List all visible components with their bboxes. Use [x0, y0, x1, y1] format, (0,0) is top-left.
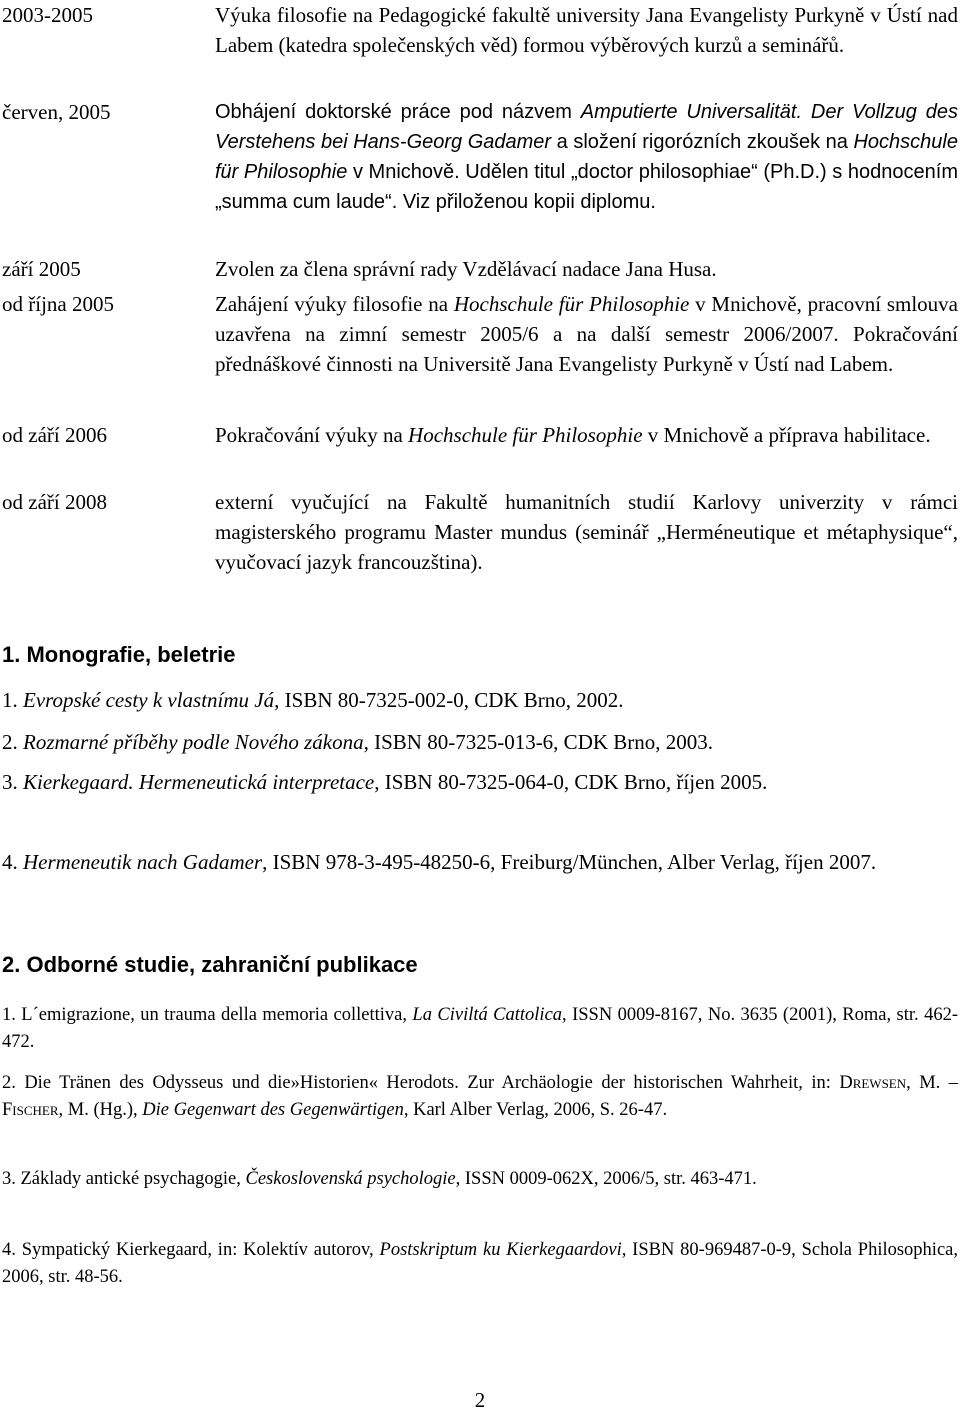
- cv-description: Výuka filosofie na Pedagogické fakultě university Jana Evangelisty Purkyně v Ústí nad Labem (katedra společenských věd) formou výběrových kurzů a seminářů.: [215, 3, 958, 57]
- cv-description: externí vyučující na Fakultě humanitních studií Karlovy univerzity v rámci magisterského programu Master mundus (seminář „Herméneutique et métaphysique“, vyučovací jazyk francouzština).: [215, 490, 958, 574]
- cv-date: 2003-2005: [2, 3, 93, 27]
- monograph-item: 1. Evropské cesty k vlastnímu Já, ISBN 80-7325-002-0, CDK Brno, 2002.: [2, 688, 624, 712]
- study-item: 1. L´emigrazione, un trauma della memoria collettiva, La Civiltá Cattolica, ISSN 0009-8167, No. 3635 (2001), Roma, str. 462-472.: [2, 1005, 958, 1052]
- cv-description: Obhájení doktorské práce pod názvem Amputierte Universalität. Der Vollzug des Verstehens bei Hans-Georg Gadamer a složení rigorózních zkoušek na Hochschule für Philosophie v Mnichově. Udělen titul „doctor philosophiae“ (Ph.D.) s hodnocením „summa cum laude“. Viz přiloženou kopii diplomu.: [215, 101, 959, 213]
- monograph-item: 4. Hermeneutik nach Gadamer, ISBN 978-3-495-48250-6, Freiburg/München, Alber Verlag, říjen 2007.: [2, 850, 877, 874]
- study-item: 3. Základy antické psychagogie, Československá psychologie, ISSN 0009-062X, 2006/5, str. 463-471.: [2, 1169, 757, 1189]
- cv-date: od září 2006: [2, 423, 107, 447]
- study-item: 4. Sympatický Kierkegaard, in: Kolektív autorov, Postskriptum ku Kierkegaardovi, ISBN 80-969487-0-9, Schola Philosophica, 2006, str. 48-56.: [2, 1240, 958, 1287]
- monograph-item: 3. Kierkegaard. Hermeneutická interpretace, ISBN 80-7325-064-0, CDK Brno, říjen 2005.: [2, 770, 768, 794]
- section-heading-monografie: 1. Monografie, beletrie: [2, 642, 236, 667]
- cv-description: Zvolen za člena správní rady Vzdělávací nadace Jana Husa.: [215, 257, 717, 281]
- cv-date: červen, 2005: [2, 100, 111, 124]
- cv-description: Pokračování výuky na Hochschule für Philosophie v Mnichově a příprava habilitace.: [215, 423, 931, 447]
- cv-date: od září 2008: [2, 490, 107, 514]
- monograph-item: 2. Rozmarné příběhy podle Nového zákona, ISBN 80-7325-013-6, CDK Brno, 2003.: [2, 730, 714, 754]
- section-heading-odborne-studie: 2. Odborné studie, zahraniční publikace: [2, 952, 418, 977]
- study-item: 2. Die Tränen des Odysseus und die»Historien« Herodots. Zur Archäologie der historischen Wahrheit, in: Drewsen, M. – Fischer, M. (Hg.), Die Gegenwart des Gegenwärtigen, Karl Alber Verlag, 2006, S. 26-47.: [2, 1073, 958, 1120]
- cv-description: Zahájení výuky filosofie na Hochschule für Philosophie v Mnichově, pracovní smlouva uzavřena na zimní semestr 2005/6 a na další semestr 2006/2007. Pokračování přednáškové činnosti na Universitě Jana Evangelisty Purkyně v Ústí nad Labem.: [215, 292, 958, 376]
- cv-date: září 2005: [2, 257, 81, 281]
- page-number: 2: [474, 1388, 486, 1412]
- cv-date: od října 2005: [2, 292, 114, 316]
